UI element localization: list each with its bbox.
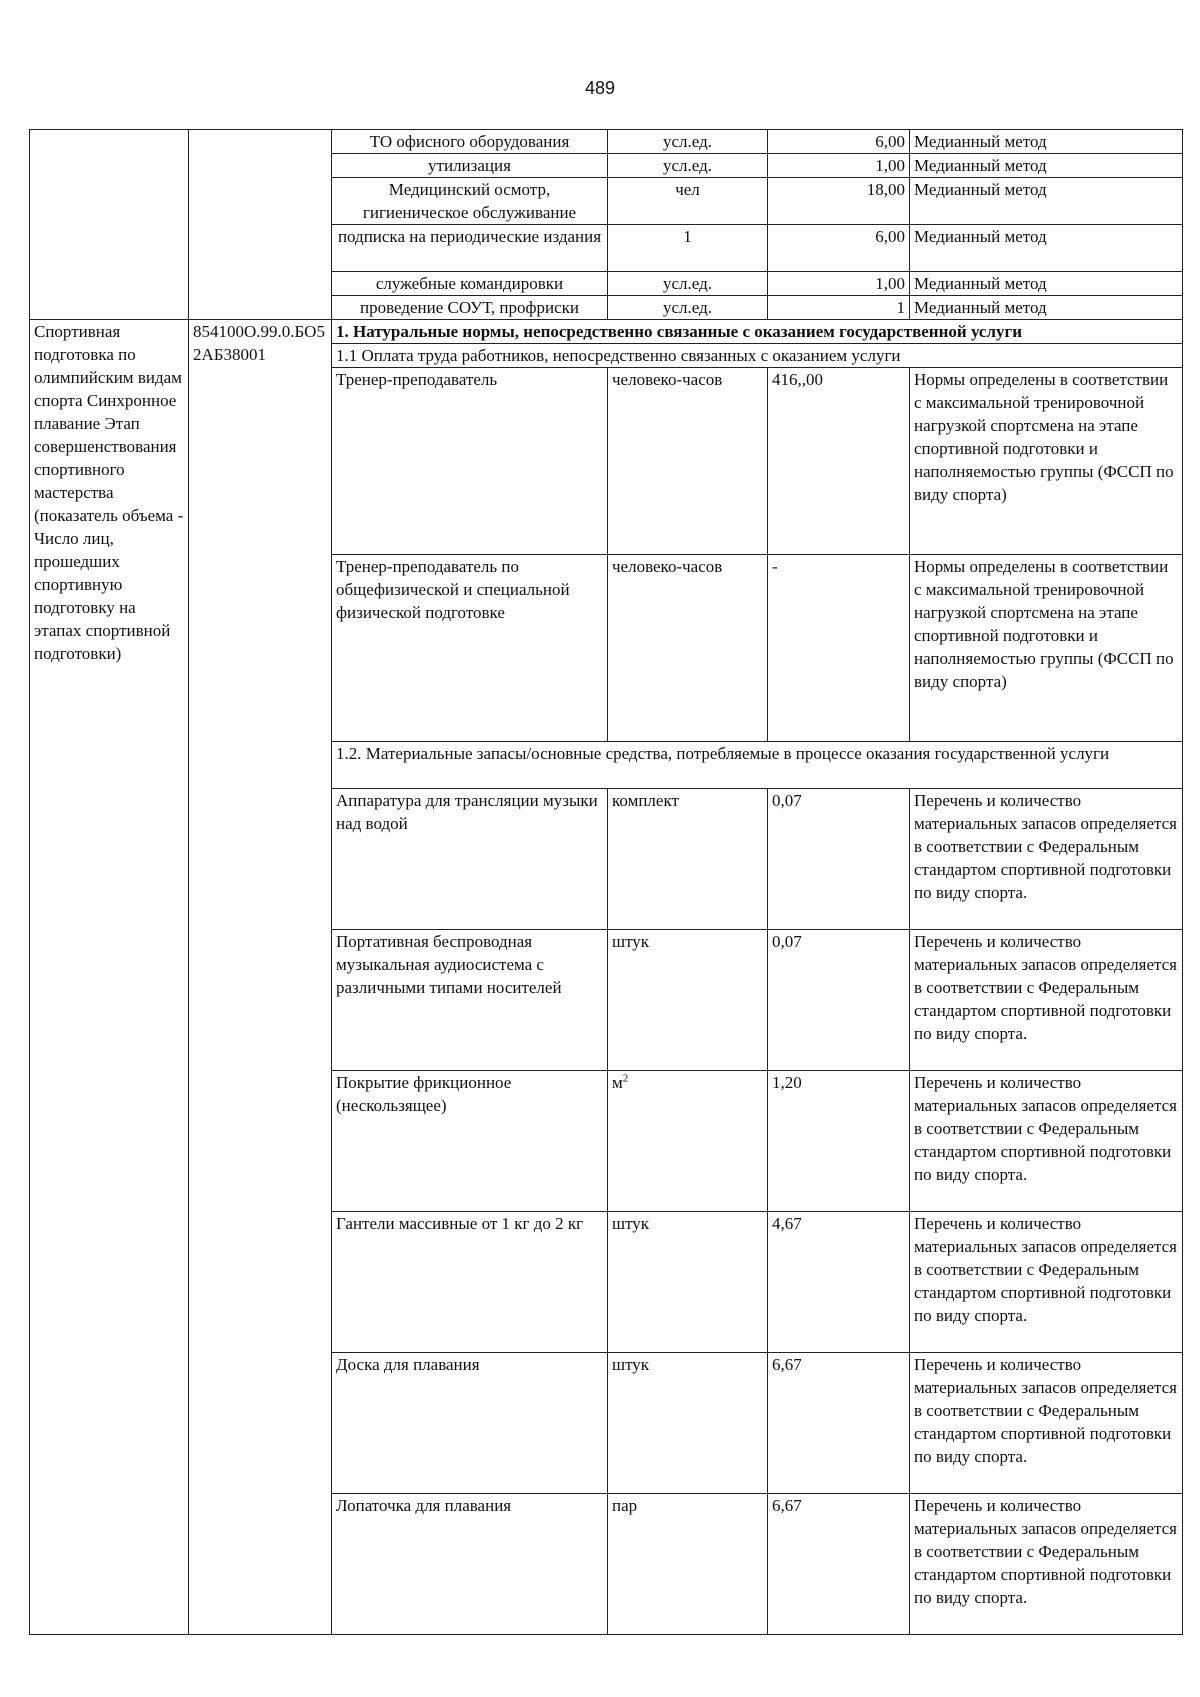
page-number: 489 xyxy=(584,78,616,98)
material-item-note: Перечень и количество материальных запасов определяется в соответствии с Федеральным стандартом спортивной подготовки по виду спорта. xyxy=(910,930,1183,1071)
unit-text: м xyxy=(612,1073,623,1092)
cost-item-name: подписка на периодические издания xyxy=(332,225,608,272)
cost-item-name: служебные командировки xyxy=(332,272,608,296)
norms-table xyxy=(29,129,1183,1635)
cost-item-unit: усл.ед. xyxy=(608,296,768,320)
table-row xyxy=(30,130,1183,154)
material-item-name: Гантели массивные от 1 кг до 2 кг xyxy=(332,1212,608,1353)
cost-item-value: 18,00 xyxy=(768,178,910,225)
cost-item-method: Медианный метод xyxy=(910,154,1183,178)
cost-item-name: проведение СОУТ, профриски xyxy=(332,296,608,320)
material-item-note: Перечень и количество материальных запасов определяется в соответствии с Федеральным стандартом спортивной подготовки по виду спорта. xyxy=(910,789,1183,930)
empty-code-cell xyxy=(189,130,332,320)
material-item-note: Перечень и количество материальных запасов определяется в соответствии с Федеральным стандартом спортивной подготовки по виду спорта. xyxy=(910,1353,1183,1494)
unit-superscript: 2 xyxy=(622,1072,629,1085)
material-item-value: 0,07 xyxy=(768,789,910,930)
norm-item-note: Нормы определены в соответствии с максимальной тренировочной нагрузкой спортсмена на этапе спортивной подготовки и наполняемостью группы (ФССП по виду спорта) xyxy=(910,368,1183,555)
material-item-unit: штук xyxy=(608,1212,768,1353)
service-name: Спортивная подготовка по олимпийским видам спорта Синхронное плавание Этап совершенствования спортивного мастерства (показатель объема - Число лиц, прошедших спортивную подготовку на этапах спортивной подготовки) xyxy=(30,320,189,1635)
material-item-unit xyxy=(608,1071,768,1212)
material-item-value: 1,20 xyxy=(768,1071,910,1212)
material-item-unit: штук xyxy=(608,930,768,1071)
section-title: 1. Натуральные нормы, непосредственно связанные с оказанием государственной услуги xyxy=(332,320,1183,344)
service-code: 854100О.99.0.БО52АБ38001 xyxy=(189,320,332,1635)
material-item-note: Перечень и количество материальных запасов определяется в соответствии с Федеральным стандартом спортивной подготовки по виду спорта. xyxy=(910,1212,1183,1353)
cost-item-method: Медианный метод xyxy=(910,272,1183,296)
material-item-note: Перечень и количество материальных запасов определяется в соответствии с Федеральным стандартом спортивной подготовки по виду спорта. xyxy=(910,1071,1183,1212)
material-item-name: Доска для плавания xyxy=(332,1353,608,1494)
cost-item-method: Медианный метод xyxy=(910,130,1183,154)
material-item-name: Портативная беспроводная музыкальная аудиосистема с различными типами носителей xyxy=(332,930,608,1071)
material-item-value: 6,67 xyxy=(768,1353,910,1494)
material-item-unit: пар xyxy=(608,1494,768,1635)
cost-item-name: ТО офисного оборудования xyxy=(332,130,608,154)
norm-item-value: 416,,00 xyxy=(768,368,910,555)
cost-item-value: 6,00 xyxy=(768,130,910,154)
material-item-unit: комплект xyxy=(608,789,768,930)
norm-item-name: Тренер-преподаватель по общефизической и специальной физической подготовке xyxy=(332,555,608,742)
material-item-value: 4,67 xyxy=(768,1212,910,1353)
cost-item-unit: чел xyxy=(608,178,768,225)
subsection-title: 1.1 Оплата труда работников, непосредственно связанных с оказанием услуги xyxy=(332,344,1183,368)
norm-item-unit: человеко-часов xyxy=(608,555,768,742)
cost-item-unit: усл.ед. xyxy=(608,154,768,178)
cost-item-method: Медианный метод xyxy=(910,178,1183,225)
material-item-note: Перечень и количество материальных запасов определяется в соответствии с Федеральным стандартом спортивной подготовки по виду спорта. xyxy=(910,1494,1183,1635)
cost-item-unit: усл.ед. xyxy=(608,272,768,296)
cost-item-value: 1,00 xyxy=(768,272,910,296)
cost-item-method: Медианный метод xyxy=(910,225,1183,272)
material-item-value: 6,67 xyxy=(768,1494,910,1635)
cost-item-unit: усл.ед. xyxy=(608,130,768,154)
table-row xyxy=(30,320,1183,344)
material-item-name: Лопаточка для плавания xyxy=(332,1494,608,1635)
cost-item-name: утилизация xyxy=(332,154,608,178)
subsection-title: 1.2. Материальные запасы/основные средства, потребляемые в процессе оказания государственной услуги xyxy=(332,742,1183,789)
cost-item-value: 6,00 xyxy=(768,225,910,272)
norm-item-value: - xyxy=(768,555,910,742)
cost-item-value: 1 xyxy=(768,296,910,320)
cost-item-unit: 1 xyxy=(608,225,768,272)
material-item-value: 0,07 xyxy=(768,930,910,1071)
material-item-name: Аппаратура для трансляции музыки над водой xyxy=(332,789,608,930)
norm-item-name: Тренер-преподаватель xyxy=(332,368,608,555)
empty-service-cell xyxy=(30,130,189,320)
norm-item-note: Нормы определены в соответствии с максимальной тренировочной нагрузкой спортсмена на этапе спортивной подготовки и наполняемостью группы (ФССП по виду спорта) xyxy=(910,555,1183,742)
material-item-name: Покрытие фрикционное (нескользящее) xyxy=(332,1071,608,1212)
norm-item-unit: человеко-часов xyxy=(608,368,768,555)
cost-item-value: 1,00 xyxy=(768,154,910,178)
cost-item-name: Медицинский осмотр, гигиеническое обслуживание xyxy=(332,178,608,225)
cost-item-method: Медианный метод xyxy=(910,296,1183,320)
material-item-unit: штук xyxy=(608,1353,768,1494)
